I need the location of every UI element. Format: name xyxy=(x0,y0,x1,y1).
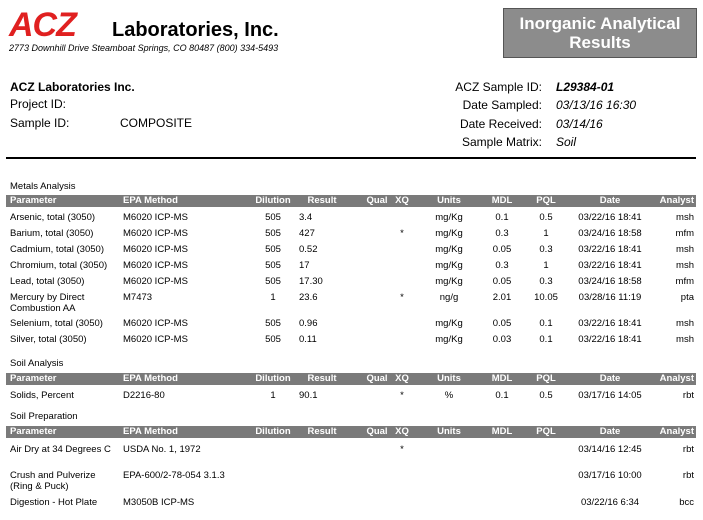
cell-date: 03/28/16 11:19 xyxy=(578,292,642,303)
cell-date: 03/14/16 12:45 xyxy=(578,444,642,455)
cell-xq: * xyxy=(400,228,404,239)
metals-column-header xyxy=(6,195,696,207)
col-mdl: MDL xyxy=(491,426,513,437)
date-sampled-label: Date Sampled: xyxy=(462,98,542,112)
cell-units: ng/g xyxy=(439,292,459,303)
date-received-value: 03/14/16 xyxy=(556,117,603,131)
cell-pql: 0.1 xyxy=(539,334,553,345)
cell-method: EPA-600/2-78-054 3.1.3 xyxy=(123,470,225,481)
col-qual: Qual xyxy=(366,426,388,437)
cell-dilution: 1 xyxy=(270,390,276,401)
cell-method: D2216-80 xyxy=(123,390,165,401)
soil-section-title: Soil Analysis xyxy=(10,358,64,369)
cell-pql: 0.1 xyxy=(539,318,553,329)
cell-date: 03/24/16 18:58 xyxy=(578,228,642,239)
cell-result: 0.11 xyxy=(299,334,317,345)
col-xq: XQ xyxy=(395,195,409,206)
cell-units: mg/Kg xyxy=(435,212,463,223)
cell-xq: * xyxy=(400,292,404,303)
cell-dilution: 1 xyxy=(270,292,276,303)
col-pql: PQL xyxy=(536,426,556,437)
cell-units: mg/Kg xyxy=(435,244,463,255)
cell-date: 03/22/16 6:34 xyxy=(580,497,640,508)
col-units: Units xyxy=(437,426,461,437)
cell-analyst: mfm xyxy=(675,276,694,287)
cell-units: mg/Kg xyxy=(435,260,463,271)
cell-dilution: 505 xyxy=(265,212,281,223)
cell-xq: * xyxy=(400,390,404,401)
cell-mdl: 0.05 xyxy=(492,276,512,287)
cell-analyst: msh xyxy=(676,212,694,223)
cell-xq: * xyxy=(400,444,404,455)
cell-method: M3050B ICP-MS xyxy=(123,497,195,508)
project-id-label: Project ID: xyxy=(10,97,67,111)
cell-units: % xyxy=(444,390,454,401)
cell-dilution: 505 xyxy=(265,276,281,287)
col-xq: XQ xyxy=(395,426,409,437)
cell-method: M6020 ICP-MS xyxy=(123,260,188,271)
col-qual: Qual xyxy=(366,195,388,206)
cell-analyst: mfm xyxy=(675,228,694,239)
cell-method: M6020 ICP-MS xyxy=(123,244,188,255)
cell-pql: 0.3 xyxy=(539,244,553,255)
cell-date: 03/22/16 18:41 xyxy=(578,212,642,223)
cell-analyst: rbt xyxy=(682,470,694,481)
cell-mdl: 0.03 xyxy=(492,334,512,345)
cell-parameter: Digestion - Hot Plate xyxy=(10,497,98,508)
col-analyst: Analyst xyxy=(659,426,694,437)
cell-method: M6020 ICP-MS xyxy=(123,276,188,287)
sample-id-label: Sample ID: xyxy=(10,116,70,130)
cell-method: M6020 ICP-MS xyxy=(123,318,188,329)
prep-section-title: Soil Preparation xyxy=(10,411,78,422)
col-parameter: Parameter xyxy=(10,195,57,206)
cell-result: 90.1 xyxy=(299,390,318,401)
col-units: Units xyxy=(437,195,461,206)
col-method: EPA Method xyxy=(123,426,178,437)
cell-parameter: Cadmium, total (3050) xyxy=(10,244,104,255)
cell-method: USDA No. 1, 1972 xyxy=(123,444,201,455)
cell-method: M6020 ICP-MS xyxy=(123,228,188,239)
cell-dilution: 505 xyxy=(265,318,281,329)
company-address: 2773 Downhill Drive Steamboat Springs, CO 80487 (800) 334-5493 xyxy=(9,43,279,53)
cell-method: M7473 xyxy=(123,292,153,303)
cell-date: 03/22/16 18:41 xyxy=(578,318,642,329)
cell-units: mg/Kg xyxy=(435,318,463,329)
cell-analyst: bcc xyxy=(679,497,694,508)
cell-result: 0.52 xyxy=(299,244,318,255)
cell-method: M6020 ICP-MS xyxy=(123,212,188,223)
cell-mdl: 0.1 xyxy=(495,390,509,401)
cell-analyst: msh xyxy=(676,318,694,329)
cell-parameter: Solids, Percent xyxy=(10,390,74,401)
cell-pql: 1 xyxy=(543,260,549,271)
sample-matrix-value: Soil xyxy=(556,135,577,149)
cell-analyst: msh xyxy=(676,260,694,271)
col-analyst: Analyst xyxy=(659,373,694,384)
cell-parameter: Air Dry at 34 Degrees C xyxy=(10,444,111,455)
cell-units: mg/Kg xyxy=(435,228,463,239)
col-method: EPA Method xyxy=(123,373,178,384)
acz-logo: ACZ xyxy=(9,6,76,44)
cell-parameter: Mercury by Direct Combustion AA xyxy=(10,292,85,314)
col-date: Date xyxy=(599,426,621,437)
cell-dilution: 505 xyxy=(265,244,281,255)
col-parameter: Parameter xyxy=(10,426,57,437)
col-date: Date xyxy=(599,195,621,206)
col-qual: Qual xyxy=(366,373,388,384)
col-dilution: Dilution xyxy=(255,195,291,206)
col-result: Result xyxy=(307,373,337,384)
cell-mdl: 0.3 xyxy=(495,228,509,239)
cell-units: mg/Kg xyxy=(435,334,463,345)
sample-matrix-label: Sample Matrix: xyxy=(461,135,542,149)
prep-column-header xyxy=(6,426,696,438)
col-date: Date xyxy=(599,373,621,384)
cell-dilution: 505 xyxy=(265,228,281,239)
col-analyst: Analyst xyxy=(659,195,694,206)
cell-pql: 0.5 xyxy=(539,390,553,401)
cell-result: 3.4 xyxy=(299,212,313,223)
cell-parameter: Chromium, total (3050) xyxy=(10,260,108,271)
cell-mdl: 0.1 xyxy=(495,212,509,223)
cell-analyst: rbt xyxy=(682,444,694,455)
cell-date: 03/22/16 18:41 xyxy=(578,260,642,271)
cell-pql: 1 xyxy=(543,228,549,239)
cell-pql: 0.5 xyxy=(539,212,553,223)
cell-units: mg/Kg xyxy=(435,276,463,287)
col-result: Result xyxy=(307,195,337,206)
cell-analyst: msh xyxy=(676,334,694,345)
cell-parameter: Selenium, total (3050) xyxy=(10,318,103,329)
soil-column-header xyxy=(6,373,696,385)
col-dilution: Dilution xyxy=(255,373,291,384)
cell-mdl: 0.05 xyxy=(492,244,512,255)
cell-date: 03/17/16 14:05 xyxy=(578,390,642,401)
col-xq: XQ xyxy=(395,373,409,384)
cell-result: 17 xyxy=(299,260,310,271)
cell-analyst: msh xyxy=(676,244,694,255)
col-method: EPA Method xyxy=(123,195,178,206)
cell-mdl: 0.05 xyxy=(492,318,512,329)
cell-result: 0.96 xyxy=(299,318,318,329)
header-divider xyxy=(6,157,696,159)
cell-date: 03/17/16 10:00 xyxy=(578,470,642,481)
cell-date: 03/22/16 18:41 xyxy=(578,334,642,345)
cell-analyst: pta xyxy=(680,292,694,303)
col-pql: PQL xyxy=(536,373,556,384)
cell-pql: 10.05 xyxy=(534,292,558,303)
col-dilution: Dilution xyxy=(255,426,291,437)
col-parameter: Parameter xyxy=(10,373,57,384)
cell-parameter: Barium, total (3050) xyxy=(10,228,94,239)
cell-date: 03/22/16 18:41 xyxy=(578,244,642,255)
date-sampled-value: 03/13/16 16:30 xyxy=(556,98,637,112)
acz-sample-id-value: L29384-01 xyxy=(556,80,615,94)
cell-mdl: 2.01 xyxy=(492,292,512,303)
col-pql: PQL xyxy=(536,195,556,206)
cell-analyst: rbt xyxy=(682,390,694,401)
cell-dilution: 505 xyxy=(265,334,281,345)
sample-id-value: COMPOSITE xyxy=(120,116,193,130)
cell-result: 23.6 xyxy=(299,292,318,303)
acz-sample-id-label: ACZ Sample ID: xyxy=(455,80,542,94)
col-mdl: MDL xyxy=(491,195,513,206)
col-result: Result xyxy=(307,426,337,437)
cell-parameter: Lead, total (3050) xyxy=(10,276,85,287)
col-units: Units xyxy=(437,373,461,384)
cell-mdl: 0.3 xyxy=(495,260,509,271)
date-received-label: Date Received: xyxy=(459,117,542,131)
cell-result: 427 xyxy=(299,228,315,239)
cell-method: M6020 ICP-MS xyxy=(123,334,188,345)
cell-parameter: Silver, total (3050) xyxy=(10,334,87,345)
cell-dilution: 505 xyxy=(265,260,281,271)
metals-section-title: Metals Analysis xyxy=(10,181,76,192)
col-mdl: MDL xyxy=(491,373,513,384)
cell-result: 17.30 xyxy=(299,276,323,287)
company-name: Laboratories, Inc. xyxy=(112,19,279,41)
report-title: Inorganic Analytical Results xyxy=(503,8,697,58)
cell-pql: 0.3 xyxy=(539,276,553,287)
client-name: ACZ Laboratories Inc. xyxy=(10,80,135,94)
cell-parameter: Arsenic, total (3050) xyxy=(10,212,96,223)
cell-parameter: Crush and Pulverize (Ring & Puck) xyxy=(10,470,96,492)
cell-date: 03/24/16 18:58 xyxy=(578,276,642,287)
